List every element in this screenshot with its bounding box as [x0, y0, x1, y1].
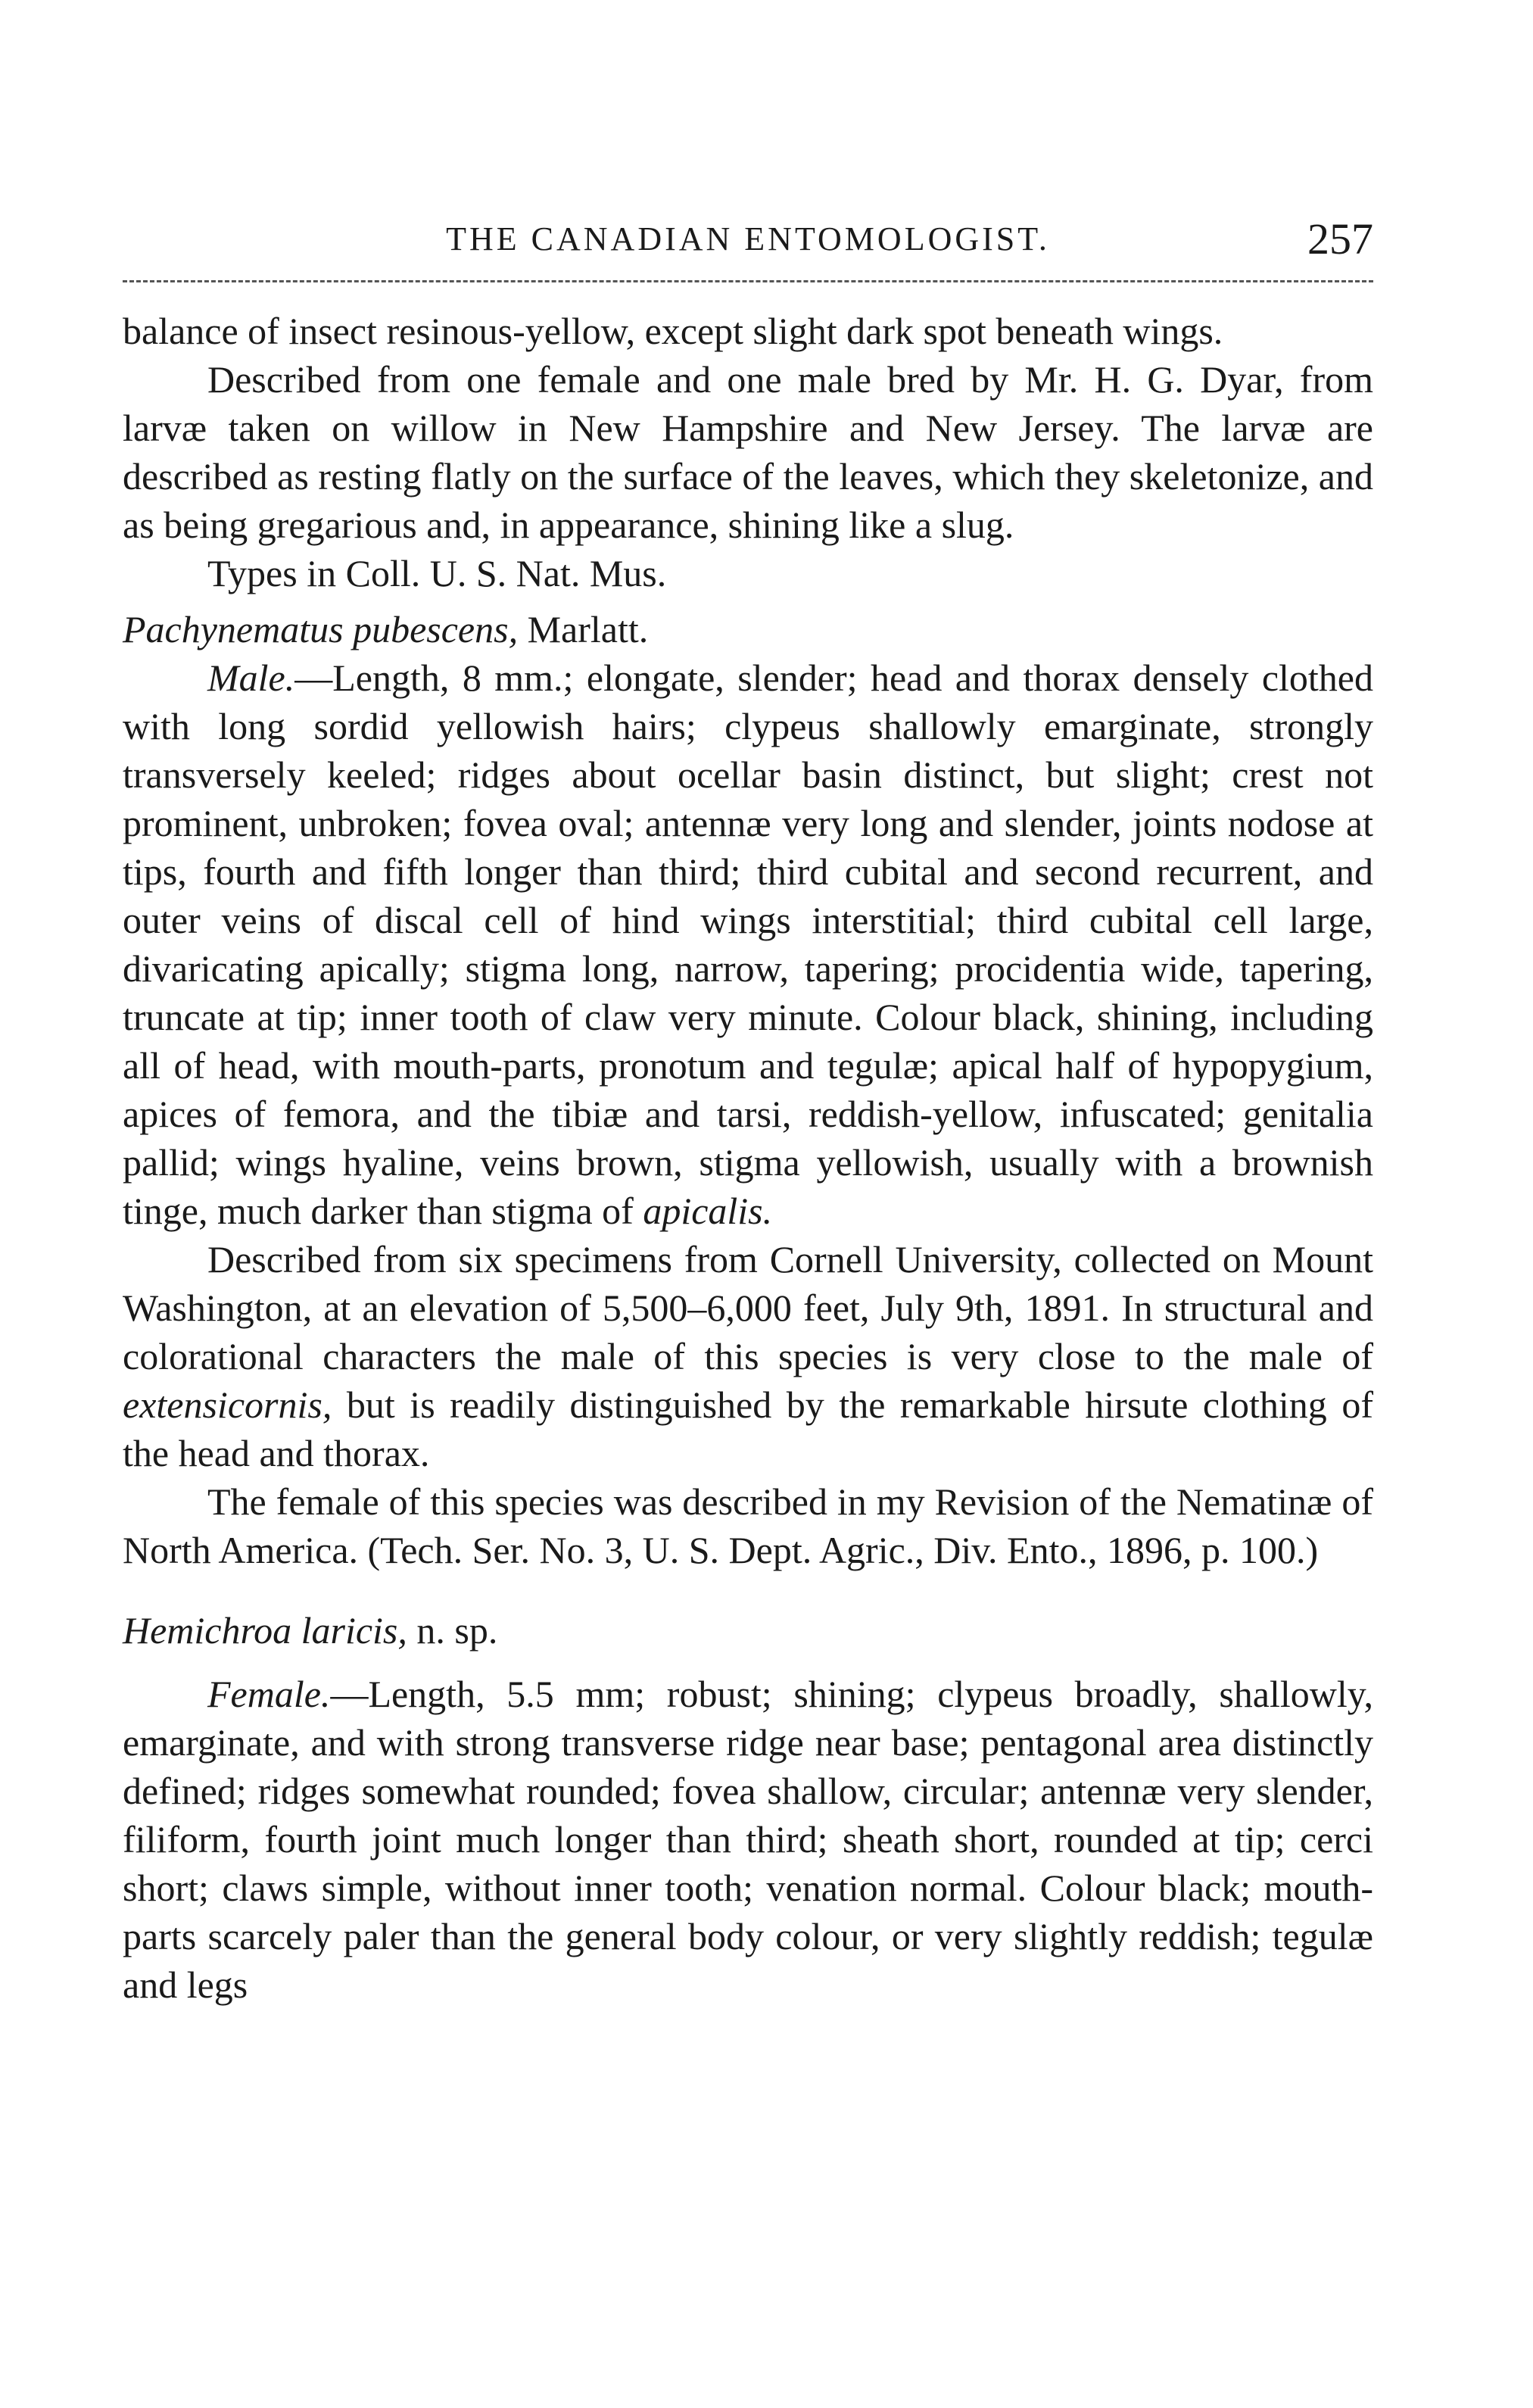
male-description-text: —Length, 8 mm.; elongate, slender; head and thorax densely clothed with long sordid yellowish hairs; clypeus shallowly emarginate, strongly transversely keeled; ridges about ocellar basin distinct, but slight; crest not prominent, unbroken; fovea oval; antennæ very long and slender, joints nodose at tips, fourth and fifth longer than third; third cubital and second recurrent, and outer veins of discal cell of hind wings interstitial; third cubital cell large, divaricating apically; stigma long, narrow, tapering; procidentia wide, tapering, truncate at tip; inner tooth of claw very minute. Colour black, shining, including all of head, with mouth-parts, pronotum and tegulæ; apical half of hypopygium, apices of femora, and the tibiæ and tarsi, reddish-yellow, infuscated; genitalia pallid; wings hyaline, veins brown, stigma yellowish, usually with a brownish tinge, much darker than stigma of — [123, 657, 1373, 1232]
paragraph-female-description — [123, 1670, 1373, 2009]
female-description-text: —Length, 5.5 mm; robust; shining; clypeus broadly, shallowly, emarginate, and with strong transverse ridge near base; pentagonal area distinctly defined; ridges somewhat rounded; fovea shallow, circular; antennæ very slender, filiform, fourth joint much longer than third; sheath short, rounded at tip; cerci short; claws simple, without inner tooth; venation normal. Colour black; mouth-parts scarcely paler than the general body colour, or very slightly reddish; tegulæ and legs — [123, 1673, 1373, 2006]
specimens-text-a: Described from six specimens from Cornell University, collected on Mount Washington, at an elevation of 5,500–6,000 feet, July 9th, 1891. In structural and colorational characters the male of this species is very close to the male of — [123, 1238, 1373, 1377]
sex-label-male: Male. — [207, 657, 295, 699]
species-heading-hemichroa — [123, 1606, 1373, 1655]
paragraph-continuation: balance of insect resinous-yellow, except slight dark spot beneath wings. — [123, 310, 1223, 352]
species-author: n. sp. — [407, 1609, 498, 1652]
species-reference-apicalis: apicalis. — [643, 1190, 773, 1232]
sex-label-female: Female. — [207, 1673, 331, 1715]
paragraph-female-reference: The female of this species was described in my Revision of the Nematinæ of North America. (Tech. Ser. No. 3, U. S. Dept. Agric., Div. Ento., 1896, p. 100.) — [123, 1480, 1373, 1571]
page-number: 257 — [1307, 214, 1373, 264]
species-name: Hemichroa laricis, — [123, 1609, 407, 1652]
paragraph-types: Types in Coll. U. S. Nat. Mus. — [207, 552, 667, 594]
paragraph-male-description — [123, 653, 1373, 1235]
page-header — [123, 214, 1373, 282]
book-page — [123, 214, 1373, 2009]
specimens-text-b: but is readily distinguished by the remarkable hirsute clothing of the head and thorax. — [123, 1383, 1373, 1474]
species-author: Marlatt. — [518, 608, 649, 650]
species-name: Pachynematus pubescens, — [123, 608, 519, 650]
species-heading-pachynematus — [123, 605, 1373, 653]
species-reference-extensicornis: extensicornis, — [123, 1383, 332, 1426]
running-head: THE CANADIAN ENTOMOLOGIST. — [446, 220, 1050, 257]
page-body — [123, 307, 1373, 2009]
paragraph-described-from: Described from one female and one male bred by Mr. H. G. Dyar, from larvæ taken on willow in New Hampshire and New Jersey. The larvæ are described as resting flatly on the surface of the leaves, which they skeletonize, and as being gregarious and, in appearance, shining like a slug. — [123, 358, 1373, 546]
paragraph-specimens — [123, 1235, 1373, 1477]
